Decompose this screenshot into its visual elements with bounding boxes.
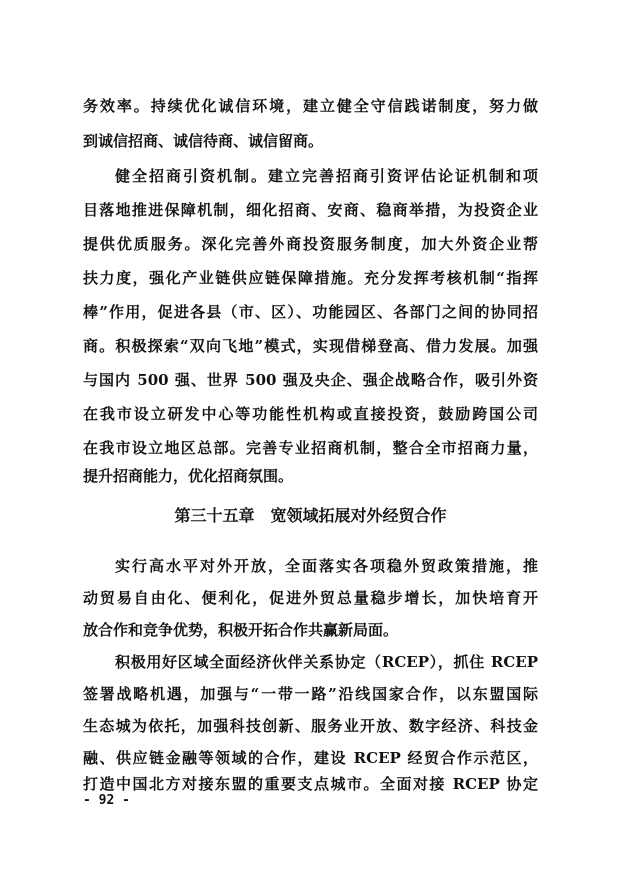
text-line: 健全招商引资机制。建立完善招商引资评估论证机制和项 (115, 167, 538, 185)
text-line: 提升招商能力，优化招商氛围。 (83, 467, 294, 485)
text-line: 打造中国北方对接东盟的重要支点城市。全面对接 RCEP 协定 (83, 775, 538, 793)
text-line: 积极用好区域全面经济伙伴关系协定（RCEP），抓住 RCEP (115, 653, 538, 671)
text-line: 实行高水平对外开放，全面落实各项稳外贸政策措施，推 (115, 557, 538, 575)
text-line: 棒”作用，促进各县（市、区）、功能园区、各部门之间的协同招 (83, 303, 538, 321)
text-line: 务效率。持续优化诚信环境，建立健全守信践诺制度，努力做 (83, 97, 538, 115)
text-line: 签署战略机遇，加强与“一带一路”沿线国家合作，以东盟国际 (83, 685, 538, 703)
text-line: 动贸易自由化、便利化，促进外贸总量稳步增长，加快培育开 (83, 589, 538, 607)
text-line: 在我市设立地区总部。完善专业招商机制，整合全市招商力量， (83, 439, 538, 457)
page-number: - 92 - (83, 793, 130, 808)
text-line: 到诚信招商、诚信待商、诚信留商。 (83, 132, 324, 150)
text-line: 放合作和竞争优势，积极开拓合作共赢新局面。 (83, 621, 399, 639)
text-line: 扶力度，强化产业链供应链保障措施。充分发挥考核机制“指挥 (83, 269, 538, 287)
text-line: 提供优质服务。深化完善外商投资服务制度，加大外资企业帮 (83, 235, 538, 253)
text-line: 生态城为依托，加强科技创新、服务业开放、数字经济、科技金 (83, 717, 538, 735)
text-line: 与国内 500 强、世界 500 强及央企、强企战略合作，吸引外资 (83, 371, 538, 389)
text-line: 融、供应链金融等领域的合作，建设 RCEP 经贸合作示范区， (83, 749, 538, 767)
text-line: 商。积极探索“双向飞地”模式，实现借梯登高、借力发展。加强 (83, 337, 538, 355)
chapter-heading: 第三十五章 宽领域拓展对外经贸合作 (174, 506, 447, 525)
text-line: 目落地推进保障机制，细化招商、安商、稳商举措，为投资企业 (83, 201, 538, 219)
text-line: 在我市设立研发中心等功能性机构或直接投资，鼓励跨国公司 (83, 405, 538, 423)
